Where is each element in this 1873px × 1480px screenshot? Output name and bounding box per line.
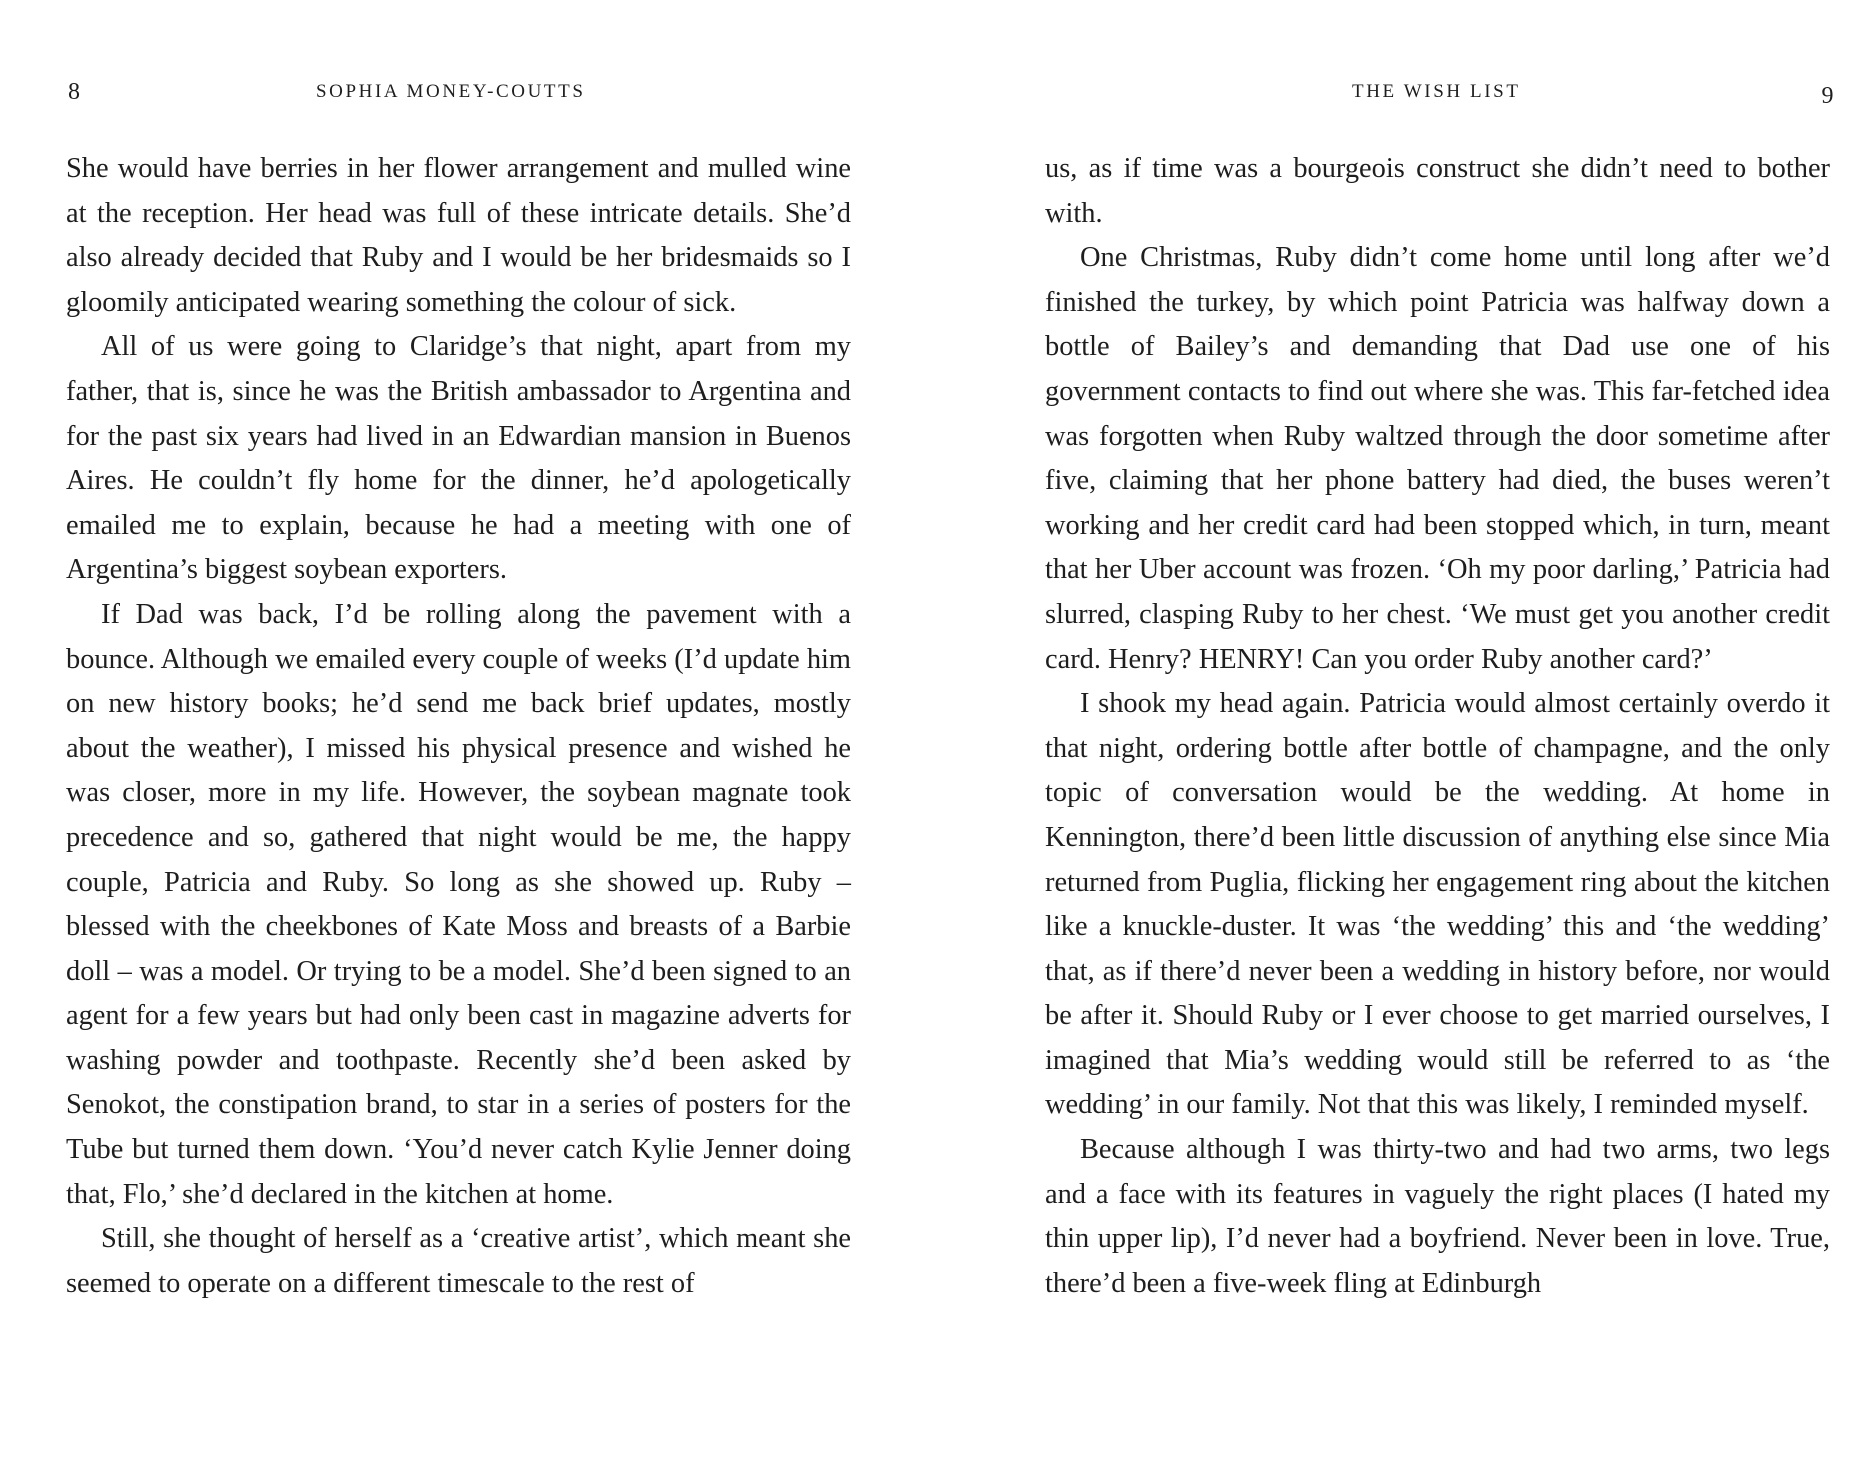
left-running-head [66,78,851,106]
paragraph: She would have berries in her flower arrangement and mulled wine at the reception. Her head was full of these intricate details. She’d also already decided that Ruby and I would be her bridesmaids so I gloomily anticipated wearing something the colour of sick. [66,153,851,318]
paragraph: I shook my head again. Patricia would almost certainly overdo it that night, ordering bottle after bottle of champagne, and the only topic of conversation would be the wedding. At home in Kennington, there’d been little discussion of anything else since Mia returned from Puglia, flicking her engagement ring about the kitchen like a knuckle-duster. It was ‘the wedding’ this and ‘the wedding’ that, as if there’d never been a wedding in history before, nor would be after it. Should Ruby or I ever choose to get married ourselves, I imagined that Mia’s wedding would still be referred to as ‘the wedding’ in our family. Not that this was likely, I reminded myself. [1045,688,1830,1121]
page-number: 9 [1821,83,1834,109]
paragraph: us, as if time was a bourgeois construct she didn’t need to bother with. [1045,153,1830,229]
paragraph: Because although I was thirty-two and had two arms, two legs and a face with its features in vaguely the right places (I hated my thin upper lip), I’d never had a boyfriend. Never been in love. True, there’d been a five-week fling at Edinburgh [1045,1134,1830,1299]
page-number: 8 [68,79,81,105]
book-title-running-head: THE WISH LIST [1352,81,1521,102]
paragraph: All of us were going to Claridge’s that night, apart from my father, that is, since he was the British ambassador to Argentina and for the past six years had lived in an Edwardian mansion in Buenos Aires. He couldn’t fly home for the dinner, he’d apologetically emailed me to explain, because he had a meeting with one of Argentina’s biggest soybean exporters. [66,331,851,586]
paragraph: If Dad was back, I’d be rolling along the pavement with a bounce. Although we emailed every couple of weeks (I’d update him on new history books; he’d send me back brief updates, mostly about the weather), I missed his physical presence and wished he was closer, more in my life. However, the soybean magnate took precedence and so, gathered that night would be me, the happy couple, Patricia and Ruby. So long as she showed up. Ruby – blessed with the cheekbones of Kate Moss and breasts of a Barbie doll – was a model. Or trying to be a model. She’d been signed to an agent for a few years but had only been cast in magazine adverts for washing powder and toothpaste. Recently she’d been asked by Senokot, the constipation brand, to star in a series of posters for the Tube but turned them down. ‘You’d never catch Kylie Jenner doing that, Flo,’ she’d declared in the kitchen at home. [66,598,851,1210]
paragraph: Still, she thought of herself as a ‘creative artist’, which meant she seemed to operate on a different timescale to the rest of [66,1223,851,1299]
right-body-text [1045,147,1830,1306]
author-running-head: SOPHIA MONEY-COUTTS [316,81,586,102]
paragraph: One Christmas, Ruby didn’t come home until long after we’d finished the turkey, by which point Patricia was halfway down a bottle of Bailey’s and demanding that Dad use one of his government contacts to find out where she was. This far-fetched idea was forgotten when Ruby waltzed through the door sometime after five, claiming that her phone battery had died, the buses weren’t working and her credit card had been stopped which, in turn, meant that her Uber account was frozen. ‘Oh my poor darling,’ Patricia had slurred, clasping Ruby to her chest. ‘We must get you another credit card. Henry? HENRY! Can you order Ruby another card?’ [1045,242,1830,675]
left-body-text [66,147,851,1306]
right-running-head [1045,78,1834,109]
left-page [66,0,851,1480]
right-page [1045,0,1834,1480]
